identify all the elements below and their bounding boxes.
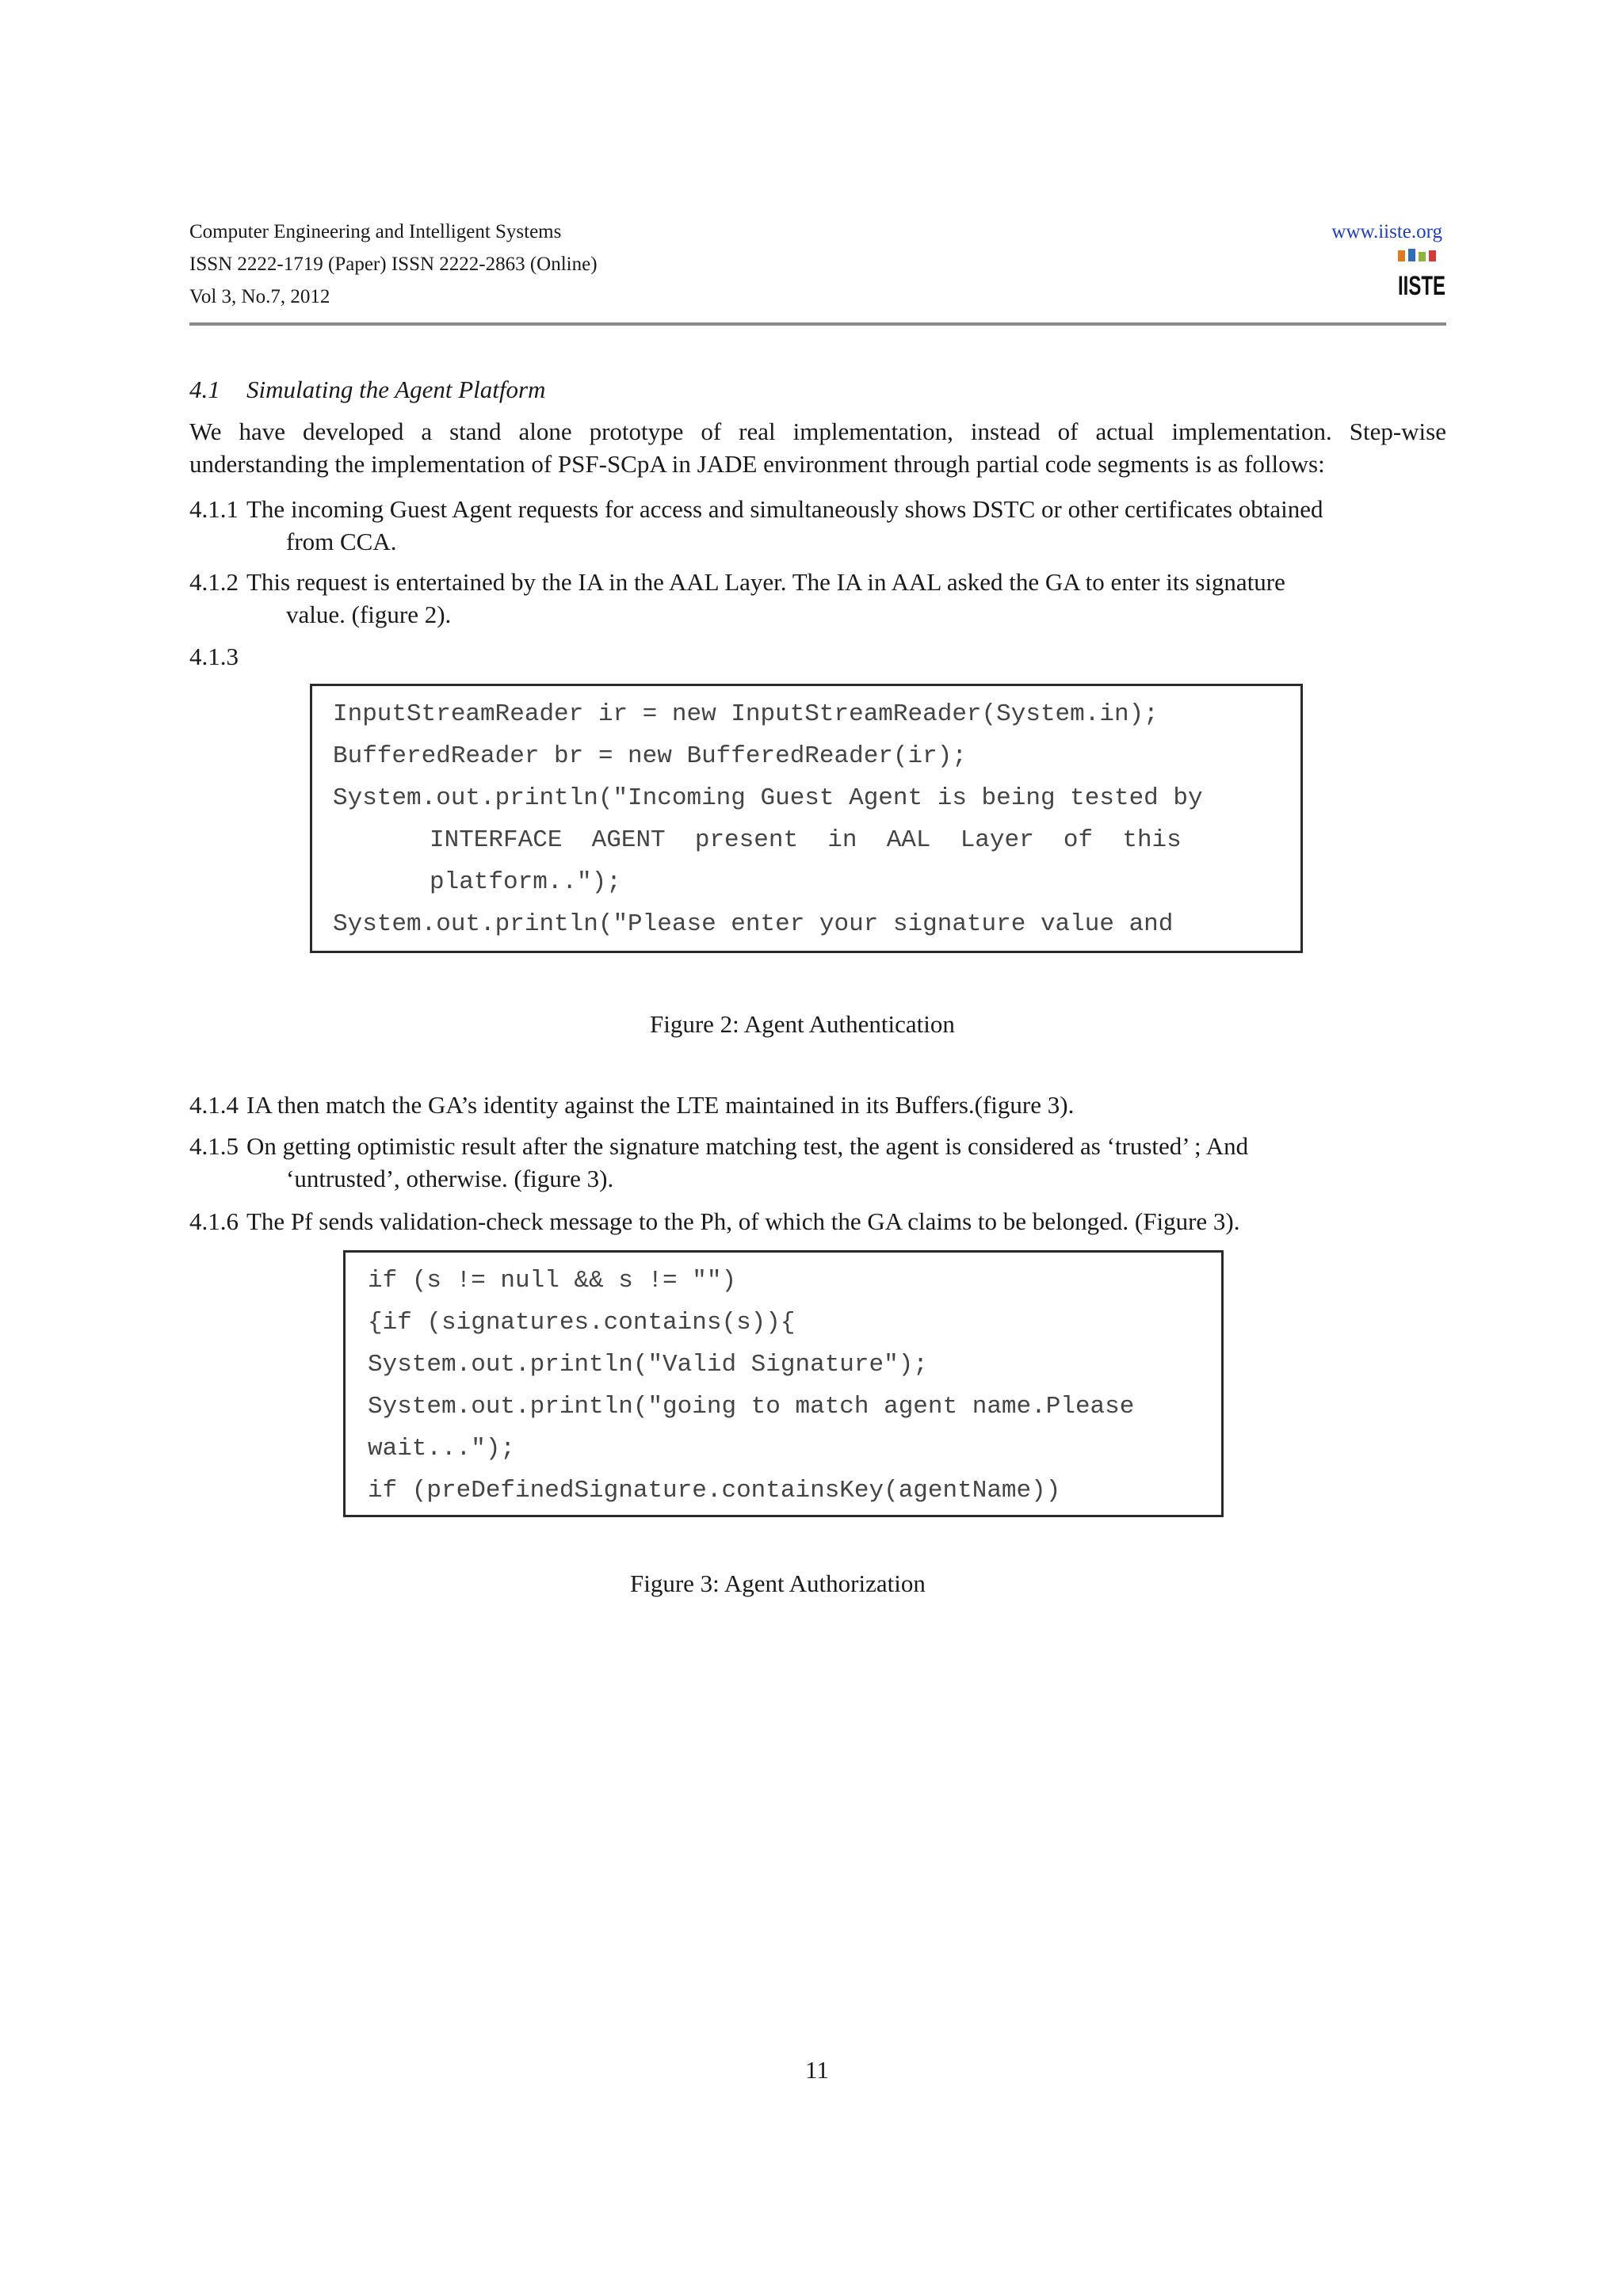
figure-2-caption: Figure 2: Agent Authentication xyxy=(650,1010,955,1038)
item-number: 4.1.6 xyxy=(189,1207,239,1235)
item-text: The incoming Guest Agent requests for access and simultaneously shows DSTC or other certificates obtained xyxy=(246,495,1323,523)
list-item xyxy=(189,1205,1240,1238)
code-line: System.out.println("going to match agent name.Please xyxy=(368,1393,1135,1421)
item-number: 4.1.5 xyxy=(189,1132,239,1160)
list-item xyxy=(189,1130,1248,1195)
figure-3-code-box xyxy=(343,1250,1224,1517)
list-item xyxy=(189,566,1285,631)
journal-name: Computer Engineering and Intelligent Systems xyxy=(189,221,562,242)
item-text-continued: value. (figure 2). xyxy=(286,601,452,628)
item-text: IA then match the GA’s identity against the LTE maintained in its Buffers.(figure 3). xyxy=(246,1091,1075,1119)
item-number: 4.1.3 xyxy=(189,643,239,670)
item-text: On getting optimistic result after the signature matching test, the agent is considered as ‘trusted’ ; And xyxy=(246,1132,1249,1160)
journal-header xyxy=(189,215,598,313)
code-line: InputStreamReader ir = new InputStreamReader(System.in); xyxy=(333,700,1159,728)
item-text-continued: ‘untrusted’, otherwise. (figure 3). xyxy=(286,1165,614,1192)
figure-3-caption: Figure 3: Agent Authorization xyxy=(630,1569,926,1597)
code-line: INTERFACE AGENT present in AAL Layer of this xyxy=(430,826,1182,854)
issn-line: ISSN 2222-1719 (Paper) ISSN 2222-2863 (Online) xyxy=(189,254,598,275)
item-number: 4.1.1 xyxy=(189,495,239,523)
code-line: platform.."); xyxy=(430,868,621,896)
list-item xyxy=(189,493,1323,558)
list-item xyxy=(189,640,246,673)
intro-line-1: We have developed a stand alone prototype of real implementation, instead of actual implementation. Step-wise xyxy=(189,418,1446,445)
code-line: BufferedReader br = new BufferedReader(ir); xyxy=(333,742,967,770)
item-number: 4.1.4 xyxy=(189,1091,239,1119)
intro-line-2: understanding the implementation of PSF-SCpA in JADE environment through partial code segments is as follows: xyxy=(189,450,1325,478)
volume-line: Vol 3, No.7, 2012 xyxy=(189,286,330,307)
page-number: 11 xyxy=(805,2056,829,2084)
code-line: System.out.println("Valid Signature"); xyxy=(368,1351,928,1379)
figure-2-code-box xyxy=(310,684,1303,953)
item-number: 4.1.2 xyxy=(189,568,239,596)
item-text-continued: from CCA. xyxy=(286,528,397,555)
section-heading xyxy=(189,372,545,407)
journal-url-link[interactable]: www.iiste.org xyxy=(1331,221,1442,242)
header-divider xyxy=(189,322,1446,326)
code-line: {if (signatures.contains(s)){ xyxy=(368,1309,796,1337)
code-line: System.out.println("Incoming Guest Agent is being tested by xyxy=(333,784,1203,812)
code-line: System.out.println("Please enter your signature value and xyxy=(333,910,1174,938)
section-number: 4.1 xyxy=(189,376,220,403)
svg-text:IISTE: IISTE xyxy=(1398,271,1445,301)
iiste-logo-icon xyxy=(1396,249,1447,301)
code-line: if (s != null && s != "") xyxy=(368,1267,737,1295)
item-text: The Pf sends validation-check message to the Ph, of which the GA claims to be belonged. (Figure 3). xyxy=(246,1207,1240,1235)
item-text: This request is entertained by the IA in the AAL Layer. The IA in AAL asked the GA to enter its signature xyxy=(246,568,1285,596)
code-line: wait..."); xyxy=(368,1435,516,1463)
list-item xyxy=(189,1089,1074,1121)
code-line: if (preDefinedSignature.containsKey(agentName)) xyxy=(368,1477,1061,1505)
section-title: Simulating the Agent Platform xyxy=(246,376,546,403)
